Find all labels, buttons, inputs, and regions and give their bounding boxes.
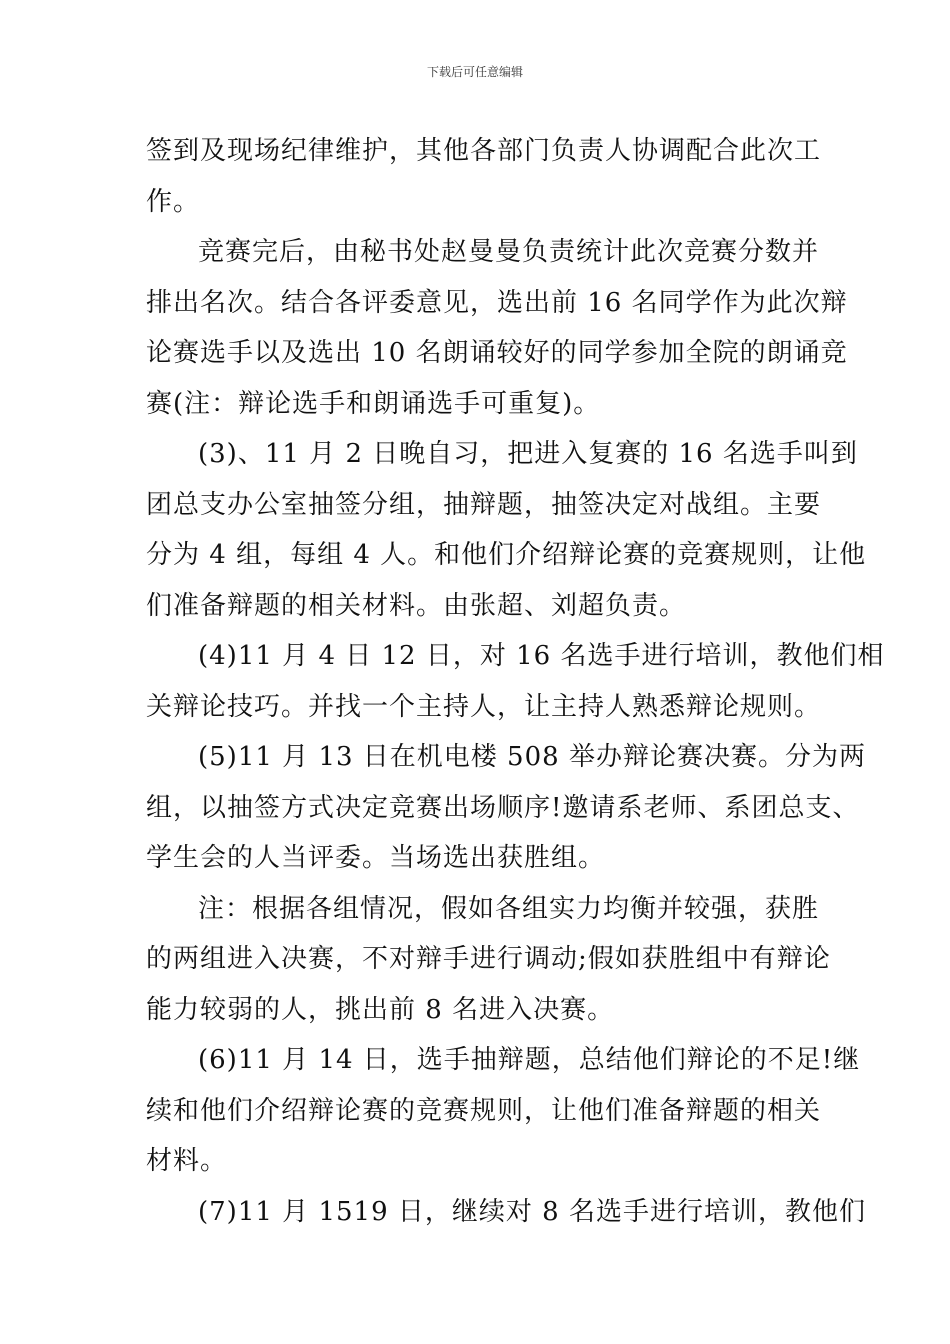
text-line: 组，以抽签方式决定竞赛出场顺序!邀请系老师、系团总支、 (146, 792, 860, 823)
text-line: 的两组进入决赛，不对辩手进行调动;假如获胜组中有辩论 (146, 944, 831, 974)
text-line: 赛(注：辩论选手和朗诵选手可重复)。 (146, 388, 601, 419)
text-line: (3)、11 月 2 日晚自习，把进入复赛的 16 名选手叫到 (198, 439, 858, 469)
text-line: 注：根据各组情况，假如各组实力均衡并较强，获胜 (198, 893, 820, 924)
text-line: 材料。 (146, 1146, 228, 1176)
text-line: 能力较弱的人，挑出前 8 名进入决赛。 (146, 994, 615, 1025)
text-line: 作。 (146, 186, 201, 217)
text-line: 竞赛完后，由秘书处赵曼曼负责统计此次竞赛分数并 (198, 237, 820, 267)
text-line: (7)11 月 1519 日，继续对 8 名选手进行培训，教他们 (198, 1196, 866, 1227)
text-line: 排出名次。结合各评委意见，选出前 16 名同学作为此次辩 (146, 287, 848, 318)
text-line: 团总支办公室抽签分组，抽辩题，抽签决定对战组。主要 (146, 489, 822, 520)
text-line: 续和他们介绍辩论赛的竞赛规则，让他们准备辩题的相关 (146, 1095, 822, 1126)
text-line: 关辩论技巧。并找一个主持人，让主持人熟悉辩论规则。 (146, 691, 822, 722)
text-line: (4)11 月 4 日 12 日，对 16 名选手进行培训，教他们相 (198, 641, 885, 671)
text-line: 分为 4 组，每组 4 人。和他们介绍辩论赛的竞赛规则，让他 (146, 540, 867, 570)
page-header-note: 下载后可任意编辑 (426, 65, 523, 79)
text-line: 们准备辩题的相关材料。由张超、刘超负责。 (146, 590, 687, 621)
text-line: (6)11 月 14 日，选手抽辩题，总结他们辩论的不足!继 (198, 1045, 861, 1075)
document-body (146, 126, 885, 1237)
text-line: 论赛选手以及选出 10 名朗诵较好的同学参加全院的朗诵竞 (146, 338, 848, 368)
text-line: (5)11 月 13 日在机电楼 508 举办辩论赛决赛。分为两 (198, 742, 866, 772)
text-line: 学生会的人当评委。当场选出获胜组。 (146, 843, 606, 873)
text-line: 签到及现场纪律维护，其他各部门负责人协调配合此次工 (146, 136, 822, 166)
